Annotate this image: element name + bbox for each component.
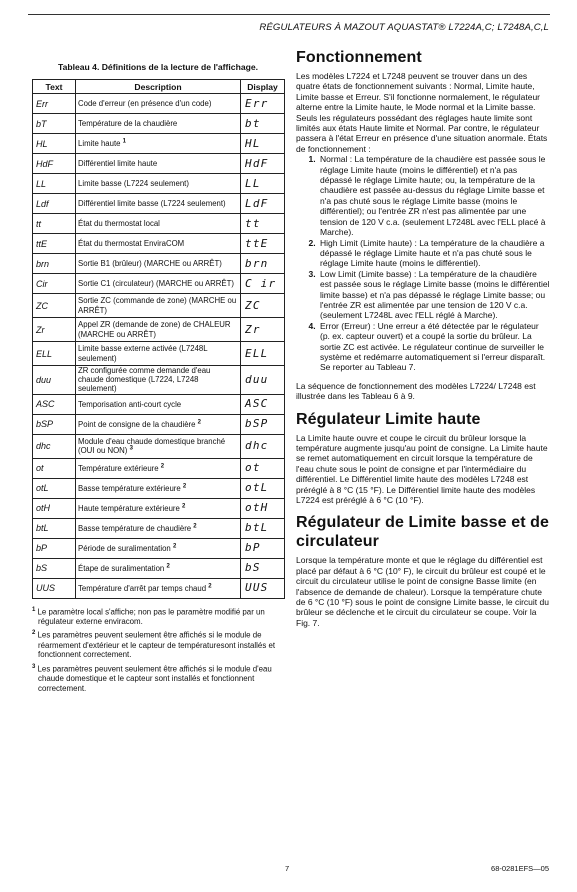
- table-row: [33, 342, 285, 366]
- row-code: Err: [33, 94, 76, 114]
- table-row: [33, 518, 285, 538]
- table-body: [33, 94, 285, 599]
- row-description-text: Limite basse (L7224 seulement): [78, 178, 189, 188]
- row-display-readout: C ir: [241, 274, 285, 294]
- row-description: [76, 294, 241, 318]
- row-code: otH: [33, 498, 76, 518]
- row-description-text: Sortie C1 (circulateur) (MARCHE ou ARRÊT): [78, 278, 234, 288]
- table-row: [33, 366, 285, 395]
- row-description: [76, 134, 241, 154]
- footnote-marker: 2: [160, 462, 165, 469]
- row-display-readout: HdF: [241, 154, 285, 174]
- footnote-text: Les paramètres peuvent seulement être affichés si le module d'eau chaude domestique et le capteur sont installés et fonctionnent correctement.: [37, 664, 272, 693]
- list-item: 2. High Limit (Limite haute) : La température de la chaudière a dépassé le réglage Limite haute et n'a pas chuté sous le réglage Limite haute (moins le différentiel).: [318, 238, 550, 269]
- footnote-marker: 3: [129, 445, 133, 452]
- row-code: bT: [33, 114, 76, 134]
- row-display-readout: bP: [241, 538, 285, 558]
- row-description: [76, 154, 241, 174]
- row-code: ot: [33, 458, 76, 478]
- page-number: 7: [285, 864, 290, 873]
- row-description-text: Température extérieure: [78, 463, 159, 473]
- row-code: otL: [33, 478, 76, 498]
- row-description-text: Étape de suralimentation: [78, 563, 165, 573]
- row-code: HdF: [33, 154, 76, 174]
- row-display-readout: ttE: [241, 234, 285, 254]
- row-description-text: Différentiel limite basse (L7224 seulement): [78, 198, 226, 208]
- footnote-text: Le paramètre local s'affiche; non pas le paramètre modifié par un régulateur externe enviracom.: [37, 607, 265, 626]
- list-item: 3. Low Limit (Limite basse) : La température de la chaudière est passée sous le réglage Limite basse (moins le différentiel limite basse) et n'a pas dépassé le réglage Limite basse; ou l'entrée ZR est alimentée par une tension de 120 V c.a. (seulement L7248L avec l'ELL réglé à Marche).: [318, 269, 550, 321]
- row-display-readout: btL: [241, 518, 285, 538]
- row-description-text: Limite haute: [78, 138, 121, 148]
- row-description-text: Différentiel limite haute: [78, 158, 158, 168]
- row-code: ttE: [33, 234, 76, 254]
- limite-haute-body: La Limite haute ouvre et coupe le circuit du brûleur lorsque la température augmente jusqu'au point de consigne. La Limite haute se remet automatiquement en circuit lorsque la température de l'eau chute sous le point de consigne et par l'intermédiaire du différentiel. Le Différentiel limite haute des modèles L7248 est préréglé à 8 °C (15 °F). Le Différentiel limite haute des modèles L7224 est préréglé à 6 °C (10 °F).: [296, 432, 548, 506]
- row-description: [76, 434, 241, 458]
- row-description-text: ZR configurée comme demande d'eau chaude domestique (L7224, L7248 seulement): [78, 366, 211, 394]
- table-row: [33, 154, 285, 174]
- row-description: [76, 414, 241, 434]
- display-definitions-table: [32, 79, 285, 599]
- row-code: bS: [33, 558, 76, 578]
- row-display-readout: LL: [241, 174, 285, 194]
- row-code: UUS: [33, 578, 76, 598]
- row-description: [76, 254, 241, 274]
- row-description-text: Période de suralimentation: [78, 543, 171, 553]
- row-description: [76, 194, 241, 214]
- document-number: 68-0281EFS—05: [491, 864, 549, 873]
- row-code: ASC: [33, 394, 76, 414]
- row-description-text: Point de consigne de la chaudière: [78, 419, 196, 429]
- row-description: [76, 518, 241, 538]
- row-description: [76, 578, 241, 598]
- row-description-text: Module d'eau chaude domestique branché (OUI ou NON): [78, 436, 226, 456]
- row-code: bP: [33, 538, 76, 558]
- row-description: [76, 114, 241, 134]
- table-row: [33, 538, 285, 558]
- row-display-readout: dhc: [241, 434, 285, 458]
- row-display-readout: bSP: [241, 414, 285, 434]
- list-item: 4. Error (Erreur) : Une erreur a été détectée par le régulateur (p. ex. capteur ouvert) et a coupé la sortie du brûleur. La sortie ZC est activée. Le régulateur continue de surveiller le système et redémarre automatiquement si l'erreur disparaît. Se reporter au Tableau 7.: [318, 321, 550, 373]
- column-header-display: Display: [241, 80, 285, 94]
- row-description: [76, 174, 241, 194]
- row-code: bSP: [33, 414, 76, 434]
- footnote: [32, 663, 284, 693]
- row-code: dhc: [33, 434, 76, 458]
- row-display-readout: duu: [241, 366, 285, 395]
- row-code: duu: [33, 366, 76, 395]
- row-display-readout: otH: [241, 498, 285, 518]
- row-description: [76, 94, 241, 114]
- row-code: Ldf: [33, 194, 76, 214]
- row-description: [76, 234, 241, 254]
- table-row: [33, 414, 285, 434]
- header-rule: [28, 14, 550, 15]
- table-row: [33, 174, 285, 194]
- footnote-marker: 2: [193, 522, 197, 529]
- row-description: [76, 318, 241, 342]
- column-header-description: Description: [76, 80, 241, 94]
- row-code: Cir: [33, 274, 76, 294]
- table-row: [33, 214, 285, 234]
- footnote-number: 1: [32, 606, 36, 613]
- row-description: [76, 558, 241, 578]
- row-description: [76, 538, 241, 558]
- right-column: [296, 48, 550, 628]
- row-description-text: Sortie B1 (brûleur) (MARCHE ou ARRÊT): [78, 258, 222, 268]
- footnote-marker: 2: [166, 562, 170, 569]
- row-description: [76, 458, 241, 478]
- row-display-readout: tt: [241, 214, 285, 234]
- table-row: [33, 194, 285, 214]
- table-row: [33, 134, 285, 154]
- row-display-readout: ELL: [241, 342, 285, 366]
- fonctionnement-outro: La séquence de fonctionnement des modèles L7224/ L7248 est illustrée dans les Tableau 6 à 9.: [296, 380, 536, 402]
- row-description-text: Appel ZR (demande de zone) de CHALEUR (MARCHE ou ARRÊT): [78, 320, 231, 339]
- footnote-marker: 2: [182, 482, 187, 489]
- footnote-marker: 2: [182, 502, 186, 509]
- row-display-readout: Zr: [241, 318, 285, 342]
- row-description: [76, 478, 241, 498]
- row-code: brn: [33, 254, 76, 274]
- footnote-marker: 2: [208, 582, 212, 589]
- row-code: btL: [33, 518, 76, 538]
- row-description-text: Température d'arrêt par temps chaud: [78, 583, 207, 593]
- row-description-text: Limite basse externe activée (L7248L seulement): [78, 344, 208, 363]
- table-row: [33, 94, 285, 114]
- row-code: Zr: [33, 318, 76, 342]
- table-header-row: [33, 80, 285, 94]
- table-row: [33, 498, 285, 518]
- left-column: [32, 62, 284, 696]
- row-code: ZC: [33, 294, 76, 318]
- table-row: [33, 114, 285, 134]
- table-row: [33, 294, 285, 318]
- row-description-text: Temporisation anti-court cycle: [78, 399, 182, 409]
- row-description: [76, 366, 241, 395]
- running-header: RÉGULATEURS À MAZOUT AQUASTAT® L7224A,C; L7248A,C,L: [259, 22, 549, 33]
- row-code: HL: [33, 134, 76, 154]
- row-description-text: Sortie ZC (commande de zone) (MARCHE ou ARRÊT): [78, 296, 237, 315]
- fonctionnement-intro: Les modèles L7224 et L7248 peuvent se trouver dans un des quatre états de fonctionnement suivants : Normal, Limite haute, Limite basse et Erreur. S'il fonctionne normalement, le régulateur alterne entre la Limite haute, le Mode normal et la Limite basse. Seuls les régulateurs possédant des réglages haute limite sont limités aux états Haute limite et Normal. Par contre, le régulateur passera à l'état Erreur en présence d'une situation anormale. États de fonctionnement :: [296, 71, 548, 154]
- table-row: [33, 558, 285, 578]
- operating-states-list: [296, 154, 550, 373]
- row-description-text: Haute température extérieure: [78, 503, 180, 513]
- table-row: [33, 318, 285, 342]
- section-title-limite-haute: Régulateur Limite haute: [296, 410, 481, 428]
- footnote-text: Les paramètres peuvent seulement être affichés si le module de réarmement d'extérieur et le capteur de températuresont installés et fonctionnent correctement.: [37, 631, 276, 660]
- row-description: [76, 342, 241, 366]
- footnote-number: 2: [32, 630, 36, 637]
- row-description-text: Code d'erreur (en présence d'un code): [78, 98, 212, 108]
- limite-basse-body: Lorsque la température monte et que le réglage du différentiel est placé par défaut à 6 °C (10° F), le circuit du brûleur est coupé et le circuit du circulateur utilise le point de consigne Basse limite (en l'absence de demande de chaleur). Lorsque la température chute de 6 °C (10 °F) sous le point de consigne Limite basse, le circuit du brûleur se déclenche et le circuit du circulateur se coupe. Voir la Fig. 7.: [296, 555, 549, 628]
- row-code: tt: [33, 214, 76, 234]
- column-header-text: Text: [33, 80, 76, 94]
- row-display-readout: LdF: [241, 194, 285, 214]
- table-caption: Tableau 4. Définitions de la lecture de l'affichage.: [57, 62, 259, 72]
- row-description: [76, 274, 241, 294]
- row-description: [76, 214, 241, 234]
- row-display-readout: ZC: [241, 294, 285, 318]
- row-description-text: Basse température extérieure: [78, 483, 181, 493]
- list-item: 1. Normal : La température de la chaudière est passée sous le réglage Limite haute (moins le différentiel) et n'a pas dépassé le réglage Limite haute; ou, la température de la chaudière est passée au-dessus du réglage Limite basse et n'a pas chuté sous le réglage Limite basse (moins le différentiel); ou l'entrée ZR n'est pas alimentée par une tension de 120 V c.a. (seulement L7248L avec l'ELL placé à Marche).: [318, 154, 550, 237]
- table-row: [33, 274, 285, 294]
- table-row: [33, 578, 285, 598]
- row-description-text: État du thermostat EnviraCOM: [78, 238, 185, 248]
- table-row: [33, 478, 285, 498]
- row-description: [76, 394, 241, 414]
- table-row: [33, 434, 285, 458]
- row-display-readout: Err: [241, 94, 285, 114]
- table-row: [33, 234, 285, 254]
- footnote: [32, 629, 284, 659]
- row-description-text: Température de la chaudière: [78, 118, 178, 128]
- row-description: [76, 498, 241, 518]
- footnote-marker: 1: [122, 138, 126, 145]
- row-display-readout: ot: [241, 458, 285, 478]
- table-row: [33, 458, 285, 478]
- row-description-text: État du thermostat local: [78, 218, 160, 228]
- row-display-readout: ASC: [241, 394, 285, 414]
- row-display-readout: HL: [241, 134, 285, 154]
- row-display-readout: brn: [241, 254, 285, 274]
- table-row: [33, 394, 285, 414]
- section-title-limite-basse: Régulateur de Limite basse et de circulateur: [296, 514, 550, 551]
- row-display-readout: UUS: [241, 578, 285, 598]
- footnote-marker: 2: [197, 418, 201, 425]
- footnote-number: 3: [32, 663, 36, 670]
- footnote: [32, 606, 284, 627]
- row-description-text: Basse température de chaudière: [78, 523, 192, 533]
- row-display-readout: bS: [241, 558, 285, 578]
- table-footnotes: [32, 606, 284, 694]
- row-display-readout: otL: [241, 478, 285, 498]
- section-title-fonctionnement: Fonctionnement: [296, 49, 422, 66]
- row-code: ELL: [33, 342, 76, 366]
- row-display-readout: bt: [241, 114, 285, 134]
- footnote-marker: 2: [172, 542, 177, 549]
- table-row: [33, 254, 285, 274]
- row-code: LL: [33, 174, 76, 194]
